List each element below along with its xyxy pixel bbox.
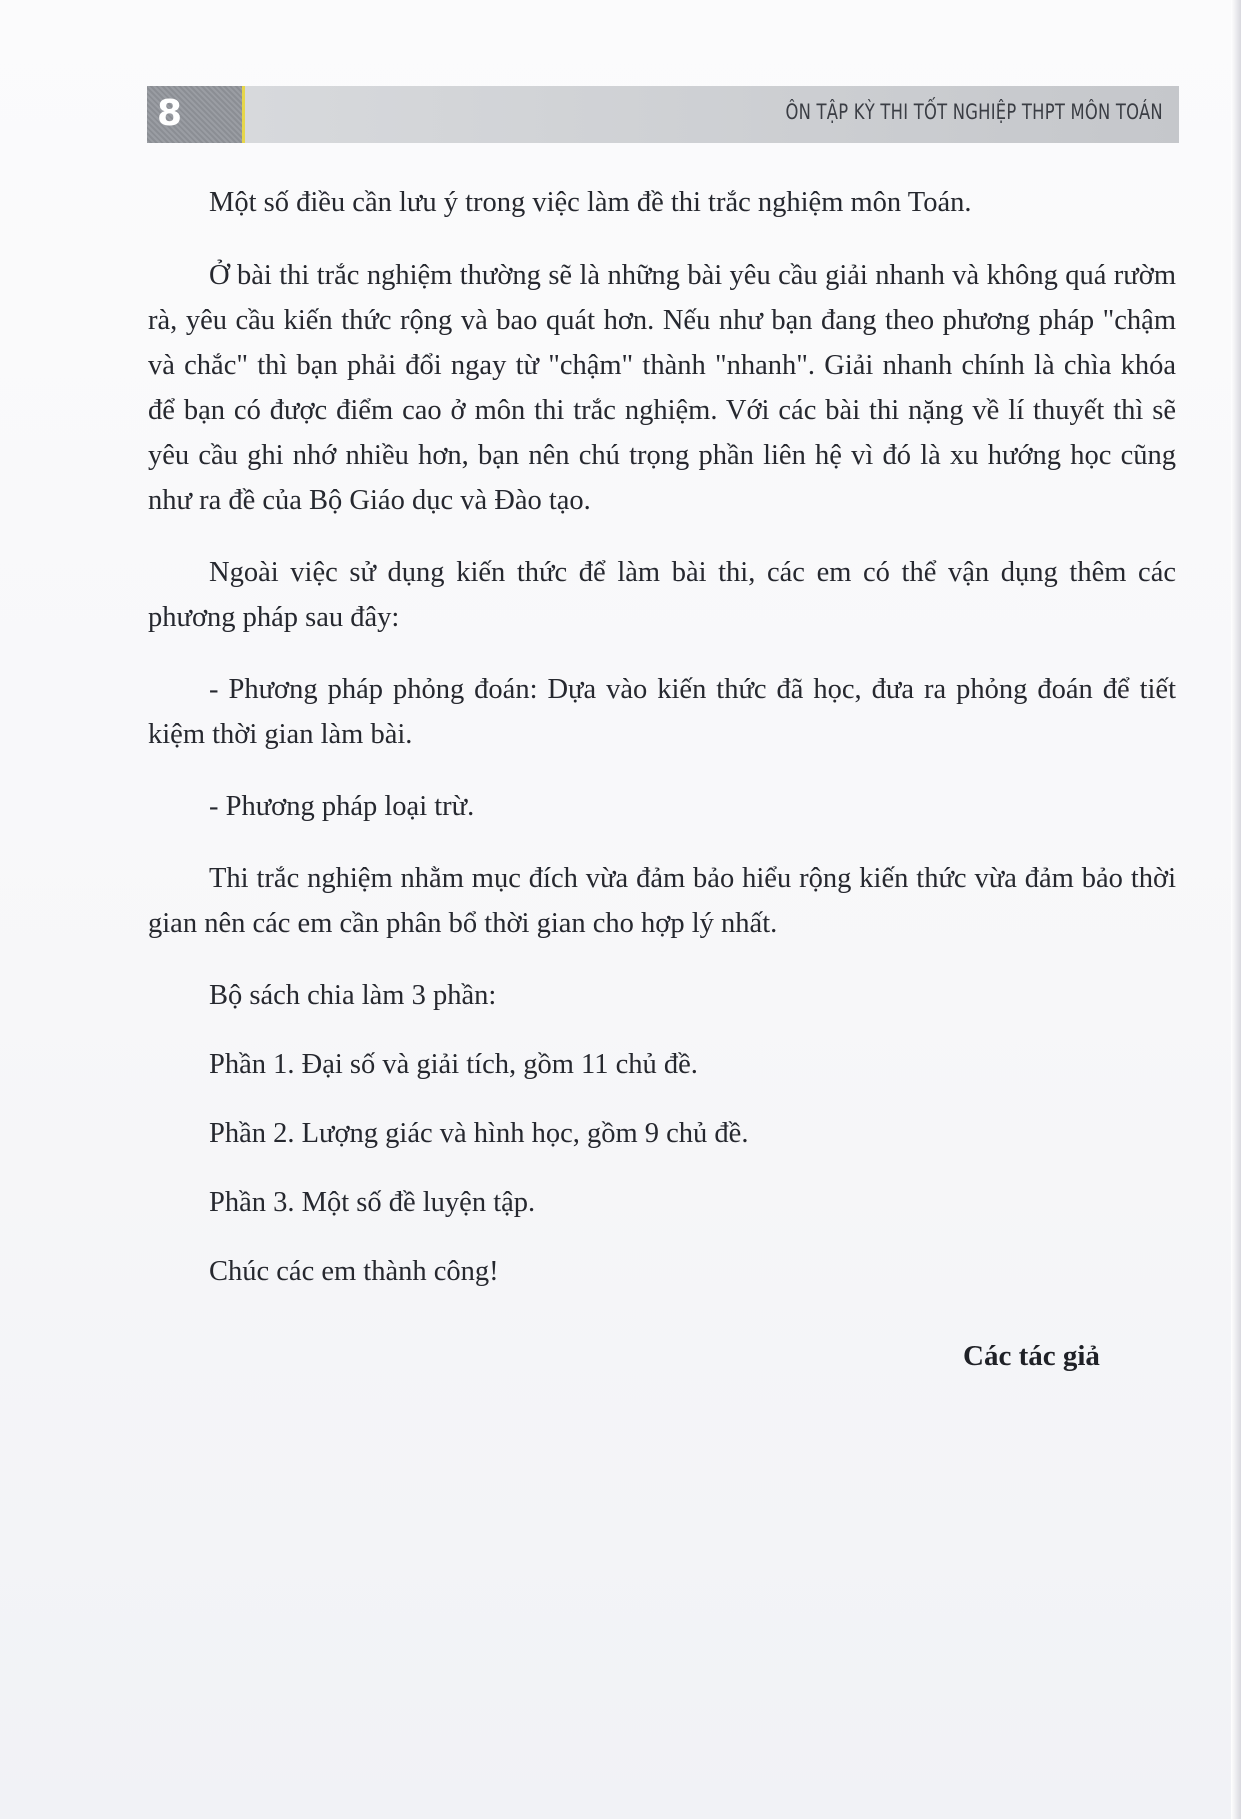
page-edge — [1231, 0, 1241, 1819]
signature: Các tác giả — [963, 1340, 1100, 1372]
method-guessing: - Phương pháp phỏng đoán: Dựa vào kiến thức đã học, đưa ra phỏng đoán để tiết kiệm thời gian làm bài. — [148, 674, 1176, 750]
running-header — [147, 86, 1179, 143]
part-1: Phần 1. Đại số và giải tích, gồm 11 chủ đề. — [209, 1049, 698, 1080]
paragraph-book-parts: Bộ sách chia làm 3 phần: — [209, 980, 497, 1011]
intro-paragraph: Một số điều cần lưu ý trong việc làm đề thi trắc nghiệm môn Toán. — [209, 187, 972, 218]
part-3: Phần 3. Một số đề luyện tập. — [209, 1187, 536, 1218]
paragraph-time: Thi trắc nghiệm nhằm mục đích vừa đảm bảo hiểu rộng kiến thức vừa đảm bảo thời gian nên các em cần phân bổ thời gian cho hợp lý nhất. — [148, 863, 1176, 939]
paragraph-speed: Ở bài thi trắc nghiệm thường sẽ là những bài yêu cầu giải nhanh và không quá rườm rà, yêu cầu kiến thức rộng và bao quát hơn. Nếu như bạn đang theo phương pháp "chậm và chắc" thì bạn phải đổi ngay từ "chậm" thành "nhanh". Giải nhanh chính là chìa khóa để bạn có được điểm cao ở môn thi trắc nghiệm. Với các bài thi nặng về lí thuyết thì sẽ yêu cầu ghi nhớ nhiều hơn, bạn nên chú trọng phần liên hệ vì đó là xu hướng học cũng như ra đề của Bộ Giáo dục và Đào tạo. — [148, 260, 1176, 516]
page-number: 8 — [157, 93, 183, 134]
part-2: Phần 2. Lượng giác và hình học, gồm 9 chủ đề. — [209, 1118, 749, 1149]
body-text — [148, 180, 1176, 1318]
paragraph-methods-intro: Ngoài việc sử dụng kiến thức để làm bài thi, các em có thể vận dụng thêm các phương pháp sau đây: — [148, 557, 1176, 633]
running-title: ÔN TẬP KỲ THI TỐT NGHIỆP THPT MÔN TOÁN — [785, 100, 1163, 124]
page-number-box — [147, 86, 245, 143]
method-elimination: - Phương pháp loại trừ. — [209, 791, 475, 822]
closing-wish: Chúc các em thành công! — [209, 1256, 499, 1287]
